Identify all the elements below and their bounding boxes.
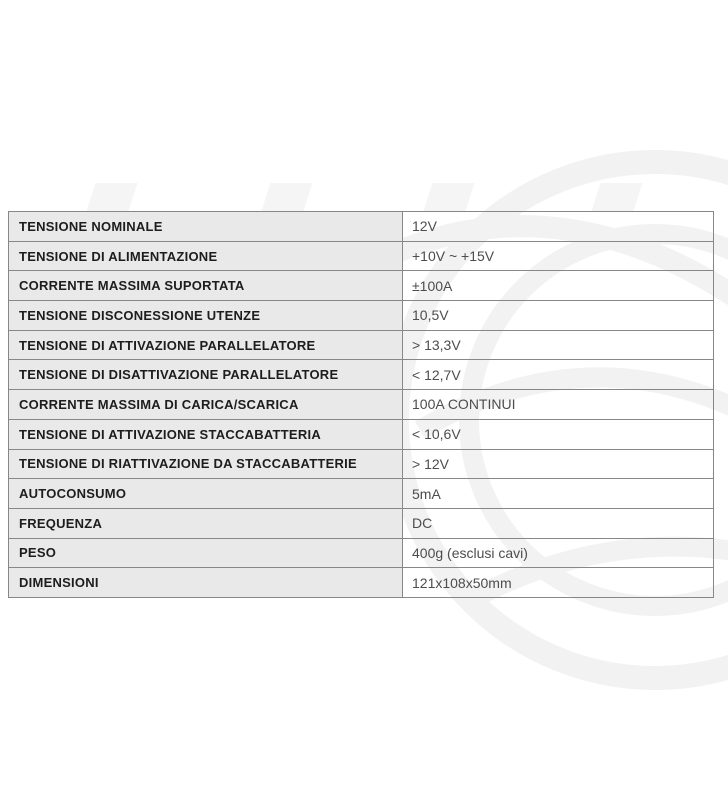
spec-label: FREQUENZA xyxy=(9,508,403,538)
table-row xyxy=(9,271,714,301)
table-row xyxy=(9,301,714,331)
spec-label: CORRENTE MASSIMA DI CARICA/SCARICA xyxy=(9,390,403,420)
spec-label: TENSIONE DI ATTIVAZIONE STACCABATTERIA xyxy=(9,419,403,449)
spec-label: CORRENTE MASSIMA SUPORTATA xyxy=(9,271,403,301)
spec-label: TENSIONE DISCONESSIONE UTENZE xyxy=(9,301,403,331)
spec-label: TENSIONE NOMINALE xyxy=(9,212,403,242)
spec-label: TENSIONE DI DISATTIVAZIONE PARALLELATORE xyxy=(9,360,403,390)
spec-label: AUTOCONSUMO xyxy=(9,479,403,509)
table-row xyxy=(9,479,714,509)
spec-label: TENSIONE DI RIATTIVAZIONE DA STACCABATTERIE xyxy=(9,449,403,479)
spec-value: ±100A xyxy=(403,271,714,301)
spec-value: 100A CONTINUI xyxy=(403,390,714,420)
table-row xyxy=(9,568,714,598)
table-row xyxy=(9,330,714,360)
spec-label: TENSIONE DI ATTIVAZIONE PARALLELATORE xyxy=(9,330,403,360)
spec-value: < 12,7V xyxy=(403,360,714,390)
spec-label: DIMENSIONI xyxy=(9,568,403,598)
specification-table xyxy=(8,211,714,598)
table-row xyxy=(9,212,714,242)
spec-value: +10V ~ +15V xyxy=(403,241,714,271)
table-row xyxy=(9,241,714,271)
spec-value: 12V xyxy=(403,212,714,242)
table-row xyxy=(9,508,714,538)
table-row xyxy=(9,360,714,390)
table-row xyxy=(9,419,714,449)
spec-value: > 13,3V xyxy=(403,330,714,360)
spec-value: > 12V xyxy=(403,449,714,479)
spec-value: 400g (esclusi cavi) xyxy=(403,538,714,568)
spec-value: 10,5V xyxy=(403,301,714,331)
table-row xyxy=(9,449,714,479)
spec-value: 121x108x50mm xyxy=(403,568,714,598)
table-row xyxy=(9,390,714,420)
spec-value: DC xyxy=(403,508,714,538)
spec-value: < 10,6V xyxy=(403,419,714,449)
spec-label: PESO xyxy=(9,538,403,568)
spec-label: TENSIONE DI ALIMENTAZIONE xyxy=(9,241,403,271)
table-row xyxy=(9,538,714,568)
spec-value: 5mA xyxy=(403,479,714,509)
